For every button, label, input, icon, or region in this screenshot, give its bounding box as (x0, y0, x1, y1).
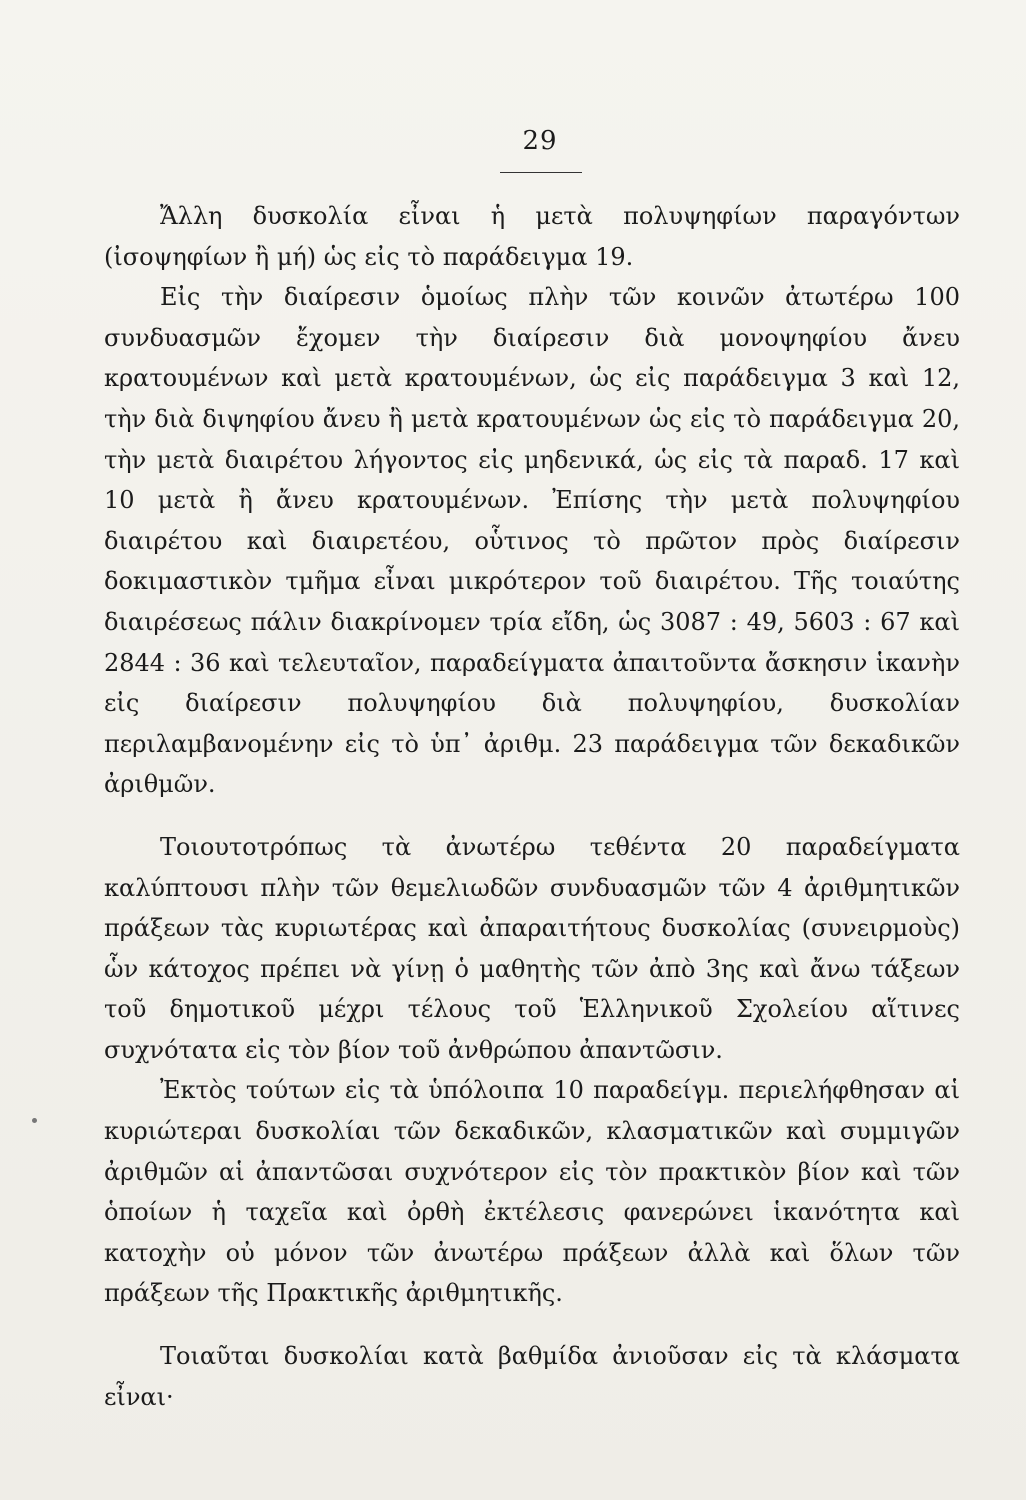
margin-dot (32, 1118, 37, 1123)
body-text (104, 196, 960, 1417)
paragraph-1: Ἄλλη δυσκολία εἶναι ἡ μετὰ πολυψηφίων παραγόντων (ἰσοψηφίων ἢ μή) ὡς εἰς τὸ παράδειγμα 19. (104, 202, 960, 271)
page-number-rule (500, 172, 582, 173)
paragraph-5: Τοιαῦται δυσκολίαι κατὰ βαθμίδα ἀνιοῦσαν εἰς τὰ κλάσματα εἶναι· (104, 1342, 960, 1411)
paragraph-4: Ἐκτὸς τούτων εἰς τὰ ὑπόλοιπα 10 παραδείγμ. περιελήφθησαν αἱ κυριώτεραι δυσκολίαι τῶν δεκαδικῶν, κλασματικῶν καὶ συμμιγῶν ἀριθμῶν αἱ ἀπαντῶσαι συχνότερον εἰς τὸν πρακτικὸν βίον καὶ τῶν ὁποίων ἡ ταχεῖα καὶ ὀρθὴ ἐκτέλεσις φανερώνει ἱκανότητα καὶ κατοχὴν οὐ μόνον τῶν ἀνωτέρω πράξεων ἀλλὰ καὶ ὅλων τῶν πράξεων τῆς Πρακτικῆς ἀριθμητικῆς. (104, 1076, 960, 1308)
paragraph-3: Τοιουτοτρόπως τὰ ἀνωτέρω τεθέντα 20 παραδείγματα καλύπτουσι πλὴν τῶν θεμελιωδῶν συνδυασμῶν τῶν 4 ἀριθμητικῶν πράξεων τὰς κυριωτέρας καὶ ἀπαραιτήτους δυσκολίας (συνειρμοὺς) ὧν κάτοχος πρέπει νὰ γίνῃ ὁ μαθητὴς τῶν ἀπὸ 3ης καὶ ἄνω τάξεων τοῦ δημοτικοῦ μέχρι τέλους τοῦ Ἑλληνικοῦ Σχολείου αἵτινες συχνότατα εἰς τὸν βίον τοῦ ἀνθρώπου ἀπαντῶσιν. (104, 832, 960, 1064)
paragraph-2: Εἰς τὴν διαίρεσιν ὁμοίως πλὴν τῶν κοινῶν ἀτωτέρω 100 συνδυασμῶν ἔχομεν τὴν διαίρεσιν διὰ μονοψηφίου ἄνευ κρατουμένων καὶ μετὰ κρατουμένων, ὡς εἰς παράδειγμα 3 καὶ 12, τὴν διὰ διψηφίου ἄνευ ἢ μετὰ κρατουμένων ὡς εἰς τὸ παράδειγμα 20, τὴν μετὰ διαιρέτου λήγοντος εἰς μηδενικά, ὡς εἰς τὰ παραδ. 17 καὶ 10 μετὰ ἢ ἄνευ κρατουμένων. Ἐπίσης τὴν μετὰ πολυψηφίου διαιρέτου καὶ διαιρετέου, οὗτινος τὸ πρῶτον πρὸς διαίρεσιν δοκιμαστικὸν τμῆμα εἶναι μικρότερον τοῦ διαιρέτου. Τῆς τοιαύτης διαιρέσεως πάλιν διακρίνομεν τρία εἴδη, ὡς 3087 : 49, 5603 : 67 καὶ 2844 : 36 καὶ τελευταῖον, παραδείγματα ἀπαιτοῦντα ἄσκησιν ἱκανὴν εἰς διαίρεσιν πολυψηφίου διὰ πολυψηφίου, δυσκολίαν περιλαμβανομένην εἰς τὸ ὑπ᾽ ἀριθμ. 23 παράδειγμα τῶν δεκαδικῶν ἀριθμῶν. (104, 283, 960, 799)
page-number: 29 (522, 126, 558, 156)
